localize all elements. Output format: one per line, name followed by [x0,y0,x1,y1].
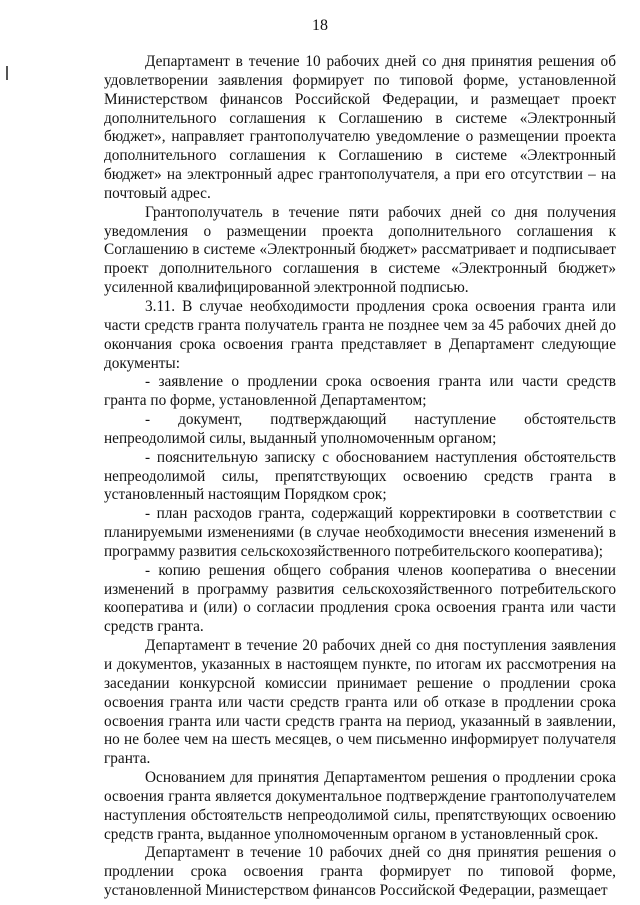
paragraph: 3.11. В случае необходимости продления срока освоения гранта или части средств гранта получатель гранта не позднее чем за 45 рабочих дней до окончания срока освоения гранта представляет в Департамент следующие документы: [104,297,616,372]
paragraph: Грантополучатель в течение пяти рабочих дней со дня получения уведомления о размещении проекта дополнительного соглашения к Соглашению в системе «Электронный бюджет» рассматривает и подписывает проект дополнительного соглашения в системе «Электронный бюджет» усиленной квалифицированной электронной подписью. [104,203,616,297]
page-number: 18 [312,17,328,34]
margin-mark [6,66,8,80]
document-body [104,53,616,901]
paragraph: Основанием для принятия Департаментом решения о продлении срока освоения гранта является документальное подтверждение грантополучателем наступления обстоятельств непреодолимой силы, препятствующих освоению средств гранта, выданное уполномоченным органом в установленный срок. [104,769,616,843]
list-item: - план расходов гранта, содержащий корректировки в соответствии с планируемыми изменениями (в случае необходимости внесения изменений в программу развития сельскохозяйственного потребительского кооператива); [104,505,616,560]
list-item: - пояснительную записку с обоснованием наступления обстоятельств непреодолимой силы, препятствующих освоению средств гранта в установленный настоящим Порядком срок; [104,448,616,504]
paragraph: Департамент в течение 20 рабочих дней со дня поступления заявления и документов, указанных в настоящем пункте, по итогам их рассмотрения на заседании конкурсной комиссии принимает решение о продлении срока освоения гранта или части средств гранта или об отказе в продлении срока освоения гранта или части средств гранта на период, указанный в заявлении, но не более чем на шесть месяцев, о чем письменно информирует получателя гранта. [104,637,616,768]
paragraph: Департамент в течение 10 рабочих дней со дня принятия решения о продлении срока освоения гранта формирует по типовой форме, установленной Министерством финансов Российской Федерации, размещает [104,844,616,900]
list-item: - заявление о продлении срока освоения гранта или части средств гранта по форме, установленной Департаментом; [104,373,616,410]
list-item: - копию решения общего собрания членов кооператива о внесении изменений в программу развития сельскохозяйственного потребительского кооператива и (или) о согласии продления срока освоения гранта или части средств гранта. [104,561,616,636]
list-item: - документ, подтверждающий наступление обстоятельств непреодолимой силы, выданный уполномоченным органом; [104,411,616,447]
paragraph: Департамент в течение 10 рабочих дней со дня принятия решения об удовлетворении заявления формирует по типовой форме, установленной Министерством финансов Российской Федерации, и размещает проект дополнительного соглашения к Соглашению в системе «Электронный бюджет», направляет грантополучателю уведомление о размещении проекта дополнительного соглашения к Соглашению в системе «Электронный бюджет» на электронный адрес грантополучателя, а при его отсутствии – на почтовый адрес. [104,53,616,202]
